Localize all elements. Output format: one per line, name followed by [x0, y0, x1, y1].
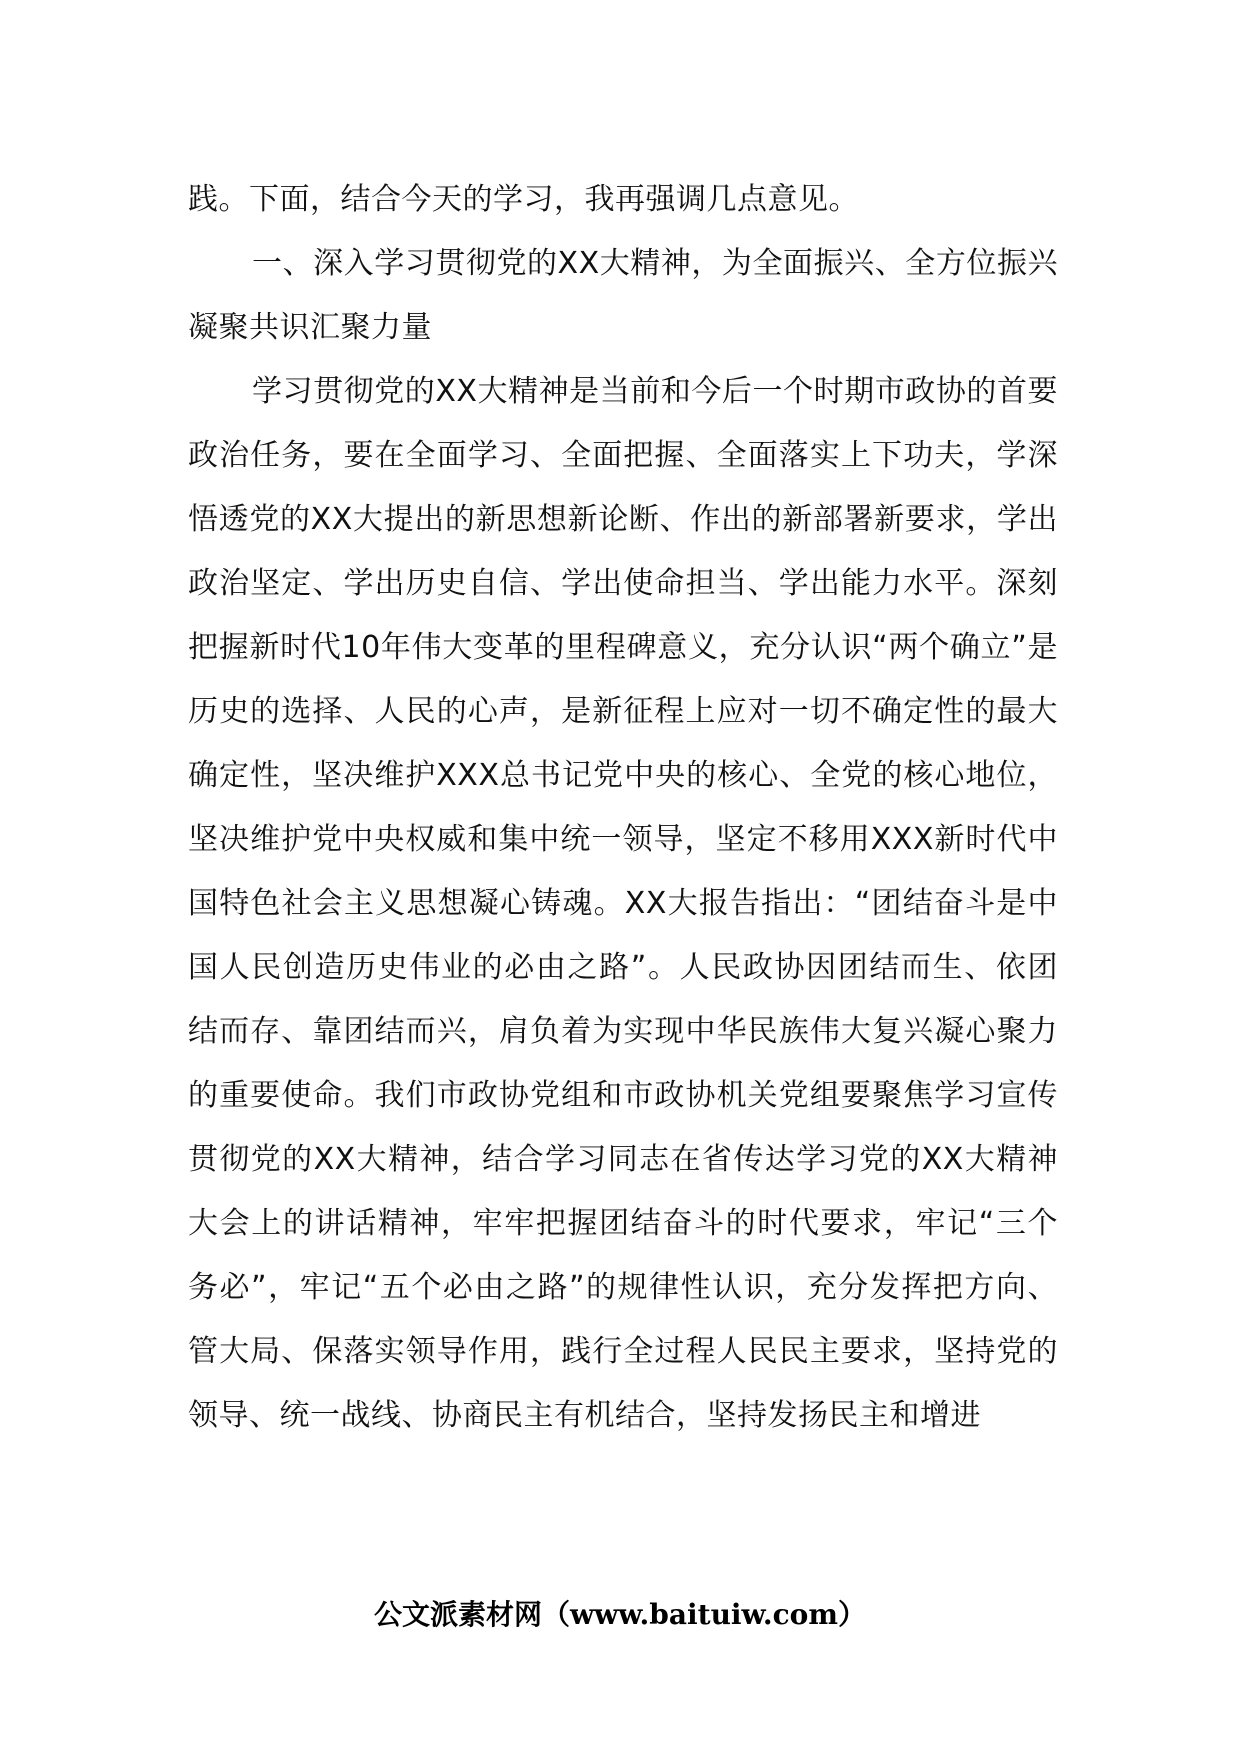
paragraph-continuation: 践。下面，结合今天的学习，我再强调几点意见。 [188, 182, 859, 217]
paragraph-body: 学习贯彻党的XX大精神是当前和今后一个时期市政协的首要政治任务，要在全面学习、全面把握、全面落实上下功夫，学深悟透党的XX大提出的新思想新论断、作出的新部署新要求，学出政治坚定、学出历史自信、学出使命担当、学出能力水平。深刻把握新时代10年伟大变革的里程碑意义，充分认识“两个确立”是历史的选择、人民的心声，是新征程上应对一切不确定性的最大确定性，坚决维护XXX总书记党中央的核心、全党的核心地位，坚决维护党中央权威和集中统一领导，坚定不移用XXX新时代中国特色社会主义思想凝心铸魂。XX大报告指出：“团结奋斗是中国人民创造历史伟业的必由之路”。人民政协因团结而生、依团结而存、靠团结而兴，肩负着为实现中华民族伟大复兴凝心聚力的重要使命。我们市政协党组和市政协机关党组要聚焦学习宣传贯彻党的XX大精神，结合学习同志在省传达学习党的XX大精神大会上的讲话精神，牢牢把握团结奋斗的时代要求，牢记“三个务必”，牢记“五个必由之路”的规律性认识，充分发挥把方向、管大局、保落实领导作用，践行全过程人民民主要求，坚持党的领导、统一战线、协商民主有机结合，坚持发扬民主和增进 [188, 374, 1058, 1433]
document-body [188, 168, 1058, 1448]
footer-watermark-text: 公文派素材网（www.baituiw.com） [374, 1598, 866, 1631]
section-heading: 一、深入学习贯彻党的XX大精神，为全面振兴、全方位振兴凝聚共识汇聚力量 [188, 246, 1058, 345]
